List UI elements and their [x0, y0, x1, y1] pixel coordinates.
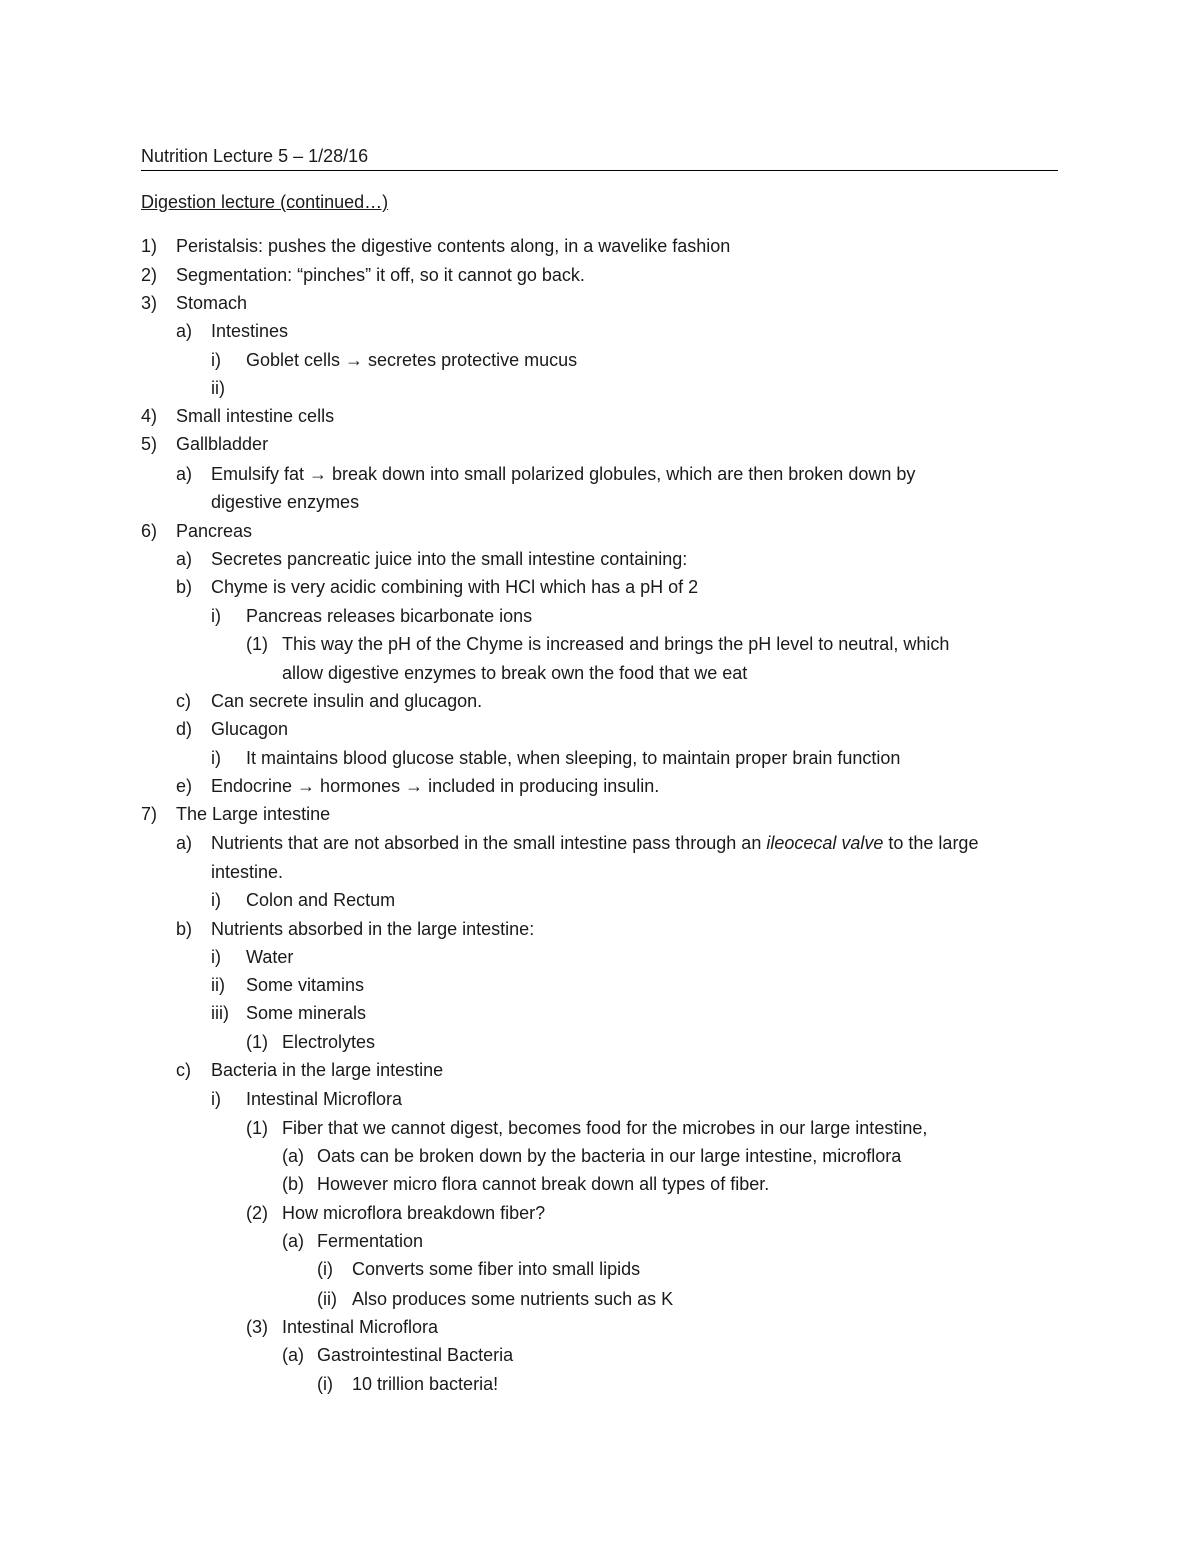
list-item-text-segment: allow digestive enzymes to break own the food that we eat: [282, 663, 748, 683]
list-item-text-segment: Gastrointestinal Bacteria: [317, 1345, 514, 1365]
list-item-text-segment: Peristalsis: pushes the digestive contents along, in a wavelike fashion: [176, 236, 731, 256]
list-item-text: [246, 1086, 402, 1112]
list-item-text: [246, 745, 900, 771]
list-item-text: [176, 290, 247, 316]
italic-term: ileocecal valve: [766, 833, 884, 853]
list-item-text-segment: The Large intestine: [176, 804, 331, 824]
list-item-text: [176, 801, 330, 827]
list-marker: (1): [246, 1032, 268, 1052]
list-marker: a): [176, 833, 193, 853]
list-marker: i): [211, 606, 221, 626]
list-marker: (b): [282, 1174, 304, 1194]
list-marker: (2): [246, 1203, 268, 1223]
list-item-text-segment: Small intestine cells: [176, 406, 335, 426]
list-marker: b): [176, 919, 193, 939]
list-item-text-segment: digestive enzymes: [211, 492, 360, 512]
list-item-text: [317, 1143, 901, 1169]
list-item-text: [211, 574, 698, 600]
list-item-text: [352, 1371, 498, 1397]
list-item-text-segment: Glucagon: [211, 719, 289, 739]
list-item-text: [246, 887, 395, 913]
list-marker: 3): [141, 293, 158, 313]
list-marker: 5): [141, 434, 158, 454]
list-item-text-segment: Converts some fiber into small lipids: [352, 1259, 641, 1279]
list-marker: (i): [317, 1374, 333, 1394]
list-marker: a): [176, 549, 193, 569]
list-item-text: [282, 1115, 927, 1141]
list-marker: (ii): [317, 1289, 337, 1309]
list-item-text: [317, 1342, 513, 1368]
section-heading: Digestion lecture (continued…): [141, 192, 389, 212]
list-item-text-segment: Chyme is very acidic combining with HCl which has a pH of 2: [211, 577, 699, 597]
list-item-text-segment: It maintains blood glucose stable, when sleeping, to maintain proper brain function: [246, 748, 901, 768]
list-item-text-segment: Intestinal Microflora: [246, 1089, 403, 1109]
list-item-text: [211, 773, 659, 799]
list-marker: d): [176, 719, 193, 739]
list-item-text: [282, 1314, 438, 1340]
list-marker: 1): [141, 236, 158, 256]
list-item-text-segment: This way the pH of the Chyme is increased and brings the pH level to neutral, which: [282, 634, 950, 654]
list-item-text: [211, 830, 978, 856]
list-marker: (a): [282, 1345, 304, 1365]
list-item-text-segment: Stomach: [176, 293, 248, 313]
list-item-text: [246, 1000, 366, 1026]
list-item-text-segment: Pancreas releases bicarbonate ions: [246, 606, 533, 626]
list-item-text: [211, 489, 359, 515]
list-item-text-segment: Some vitamins: [246, 975, 365, 995]
list-item-text: [211, 318, 288, 344]
page-title: Nutrition Lecture 5 – 1/28/16: [141, 146, 369, 166]
list-item-text: [211, 546, 687, 572]
list-item-text-segment: Intestinal Microflora: [282, 1317, 439, 1337]
list-item-text-segment: Can secrete insulin and glucagon.: [211, 691, 483, 711]
list-item-text-segment: Segmentation: “pinches” it off, so it cannot go back.: [176, 265, 585, 285]
list-item-text: [211, 688, 482, 714]
list-item-text-segment: Emulsify fat → break down into small polarized globules, which are then broken down by: [211, 464, 916, 484]
list-item-text-segment: Also produces some nutrients such as K: [352, 1289, 674, 1309]
list-item-text: [246, 603, 532, 629]
list-item-text: [211, 1057, 443, 1083]
list-marker: ii): [211, 975, 225, 995]
list-item-text: [352, 1256, 640, 1282]
list-item-text-segment: Fermentation: [317, 1231, 424, 1251]
list-marker: (1): [246, 1118, 268, 1138]
list-item-text-segment: Endocrine → hormones → included in producing insulin.: [211, 776, 660, 796]
list-marker: (a): [282, 1146, 304, 1166]
list-item-text-segment: Fiber that we cannot digest, becomes food for the microbes in our large intestine,: [282, 1118, 928, 1138]
list-marker: (a): [282, 1231, 304, 1251]
list-item-text: [211, 859, 283, 885]
list-item-text-segment: Oats can be broken down by the bacteria in our large intestine, microflora: [317, 1146, 902, 1166]
list-item-text-segment: Electrolytes: [282, 1032, 376, 1052]
list-marker: a): [176, 464, 193, 484]
list-item-text-segment: Gallbladder: [176, 434, 269, 454]
list-marker: 4): [141, 406, 158, 426]
list-marker: a): [176, 321, 193, 341]
list-marker: i): [211, 748, 221, 768]
list-item-text: [246, 944, 293, 970]
list-item-text-segment: intestine.: [211, 862, 284, 882]
list-item-text-segment: Some minerals: [246, 1003, 367, 1023]
list-item-text-segment: Water: [246, 947, 294, 967]
list-item-text-segment: Intestines: [211, 321, 289, 341]
list-item-text: [176, 403, 334, 429]
list-marker: iii): [211, 1003, 229, 1023]
list-item-text: [176, 518, 252, 544]
list-item-text-segment: Secretes pancreatic juice into the small intestine containing:: [211, 549, 688, 569]
list-item-text: [176, 262, 585, 288]
list-item-text-segment: Bacteria in the large intestine: [211, 1060, 444, 1080]
list-marker: (i): [317, 1259, 333, 1279]
list-marker: 6): [141, 521, 158, 541]
list-item-text: [211, 461, 915, 487]
list-marker: i): [211, 947, 221, 967]
list-item-text: [282, 660, 747, 686]
list-item-text-segment: However micro flora cannot break down all types of fiber.: [317, 1174, 770, 1194]
list-item-text-segment: How microflora breakdown fiber?: [282, 1203, 546, 1223]
list-marker: c): [176, 1060, 191, 1080]
list-marker: 2): [141, 265, 158, 285]
list-item-text-segment: Goblet cells → secretes protective mucus: [246, 350, 578, 370]
list-item-text-segment: to the large: [883, 833, 979, 853]
list-item-text: [176, 431, 268, 457]
list-marker: b): [176, 577, 193, 597]
list-marker: i): [211, 890, 221, 910]
list-item-text: [211, 916, 534, 942]
list-marker: (1): [246, 634, 268, 654]
list-marker: e): [176, 776, 193, 796]
list-item-text-segment: 10 trillion bacteria!: [352, 1374, 499, 1394]
list-item-text: [282, 631, 949, 657]
list-item-text-segment: Nutrients that are not absorbed in the small intestine pass through an: [211, 833, 767, 853]
list-item-text: [176, 233, 730, 259]
list-item-text-segment: Pancreas: [176, 521, 253, 541]
list-marker: ii): [211, 378, 225, 398]
list-item-text-segment: Nutrients absorbed in the large intestine:: [211, 919, 535, 939]
list-item-text: [352, 1286, 673, 1312]
list-item-text: [317, 1171, 769, 1197]
list-item-text: [282, 1200, 545, 1226]
list-item-text: [282, 1029, 375, 1055]
list-item-text: [246, 347, 577, 373]
list-item-text: [317, 1228, 423, 1254]
list-item-text-segment: Colon and Rectum: [246, 890, 396, 910]
list-marker: (3): [246, 1317, 268, 1337]
list-item-text: [246, 972, 364, 998]
list-marker: i): [211, 350, 221, 370]
list-marker: 7): [141, 804, 158, 824]
list-marker: c): [176, 691, 191, 711]
list-marker: i): [211, 1089, 221, 1109]
list-item-text: [211, 716, 288, 742]
